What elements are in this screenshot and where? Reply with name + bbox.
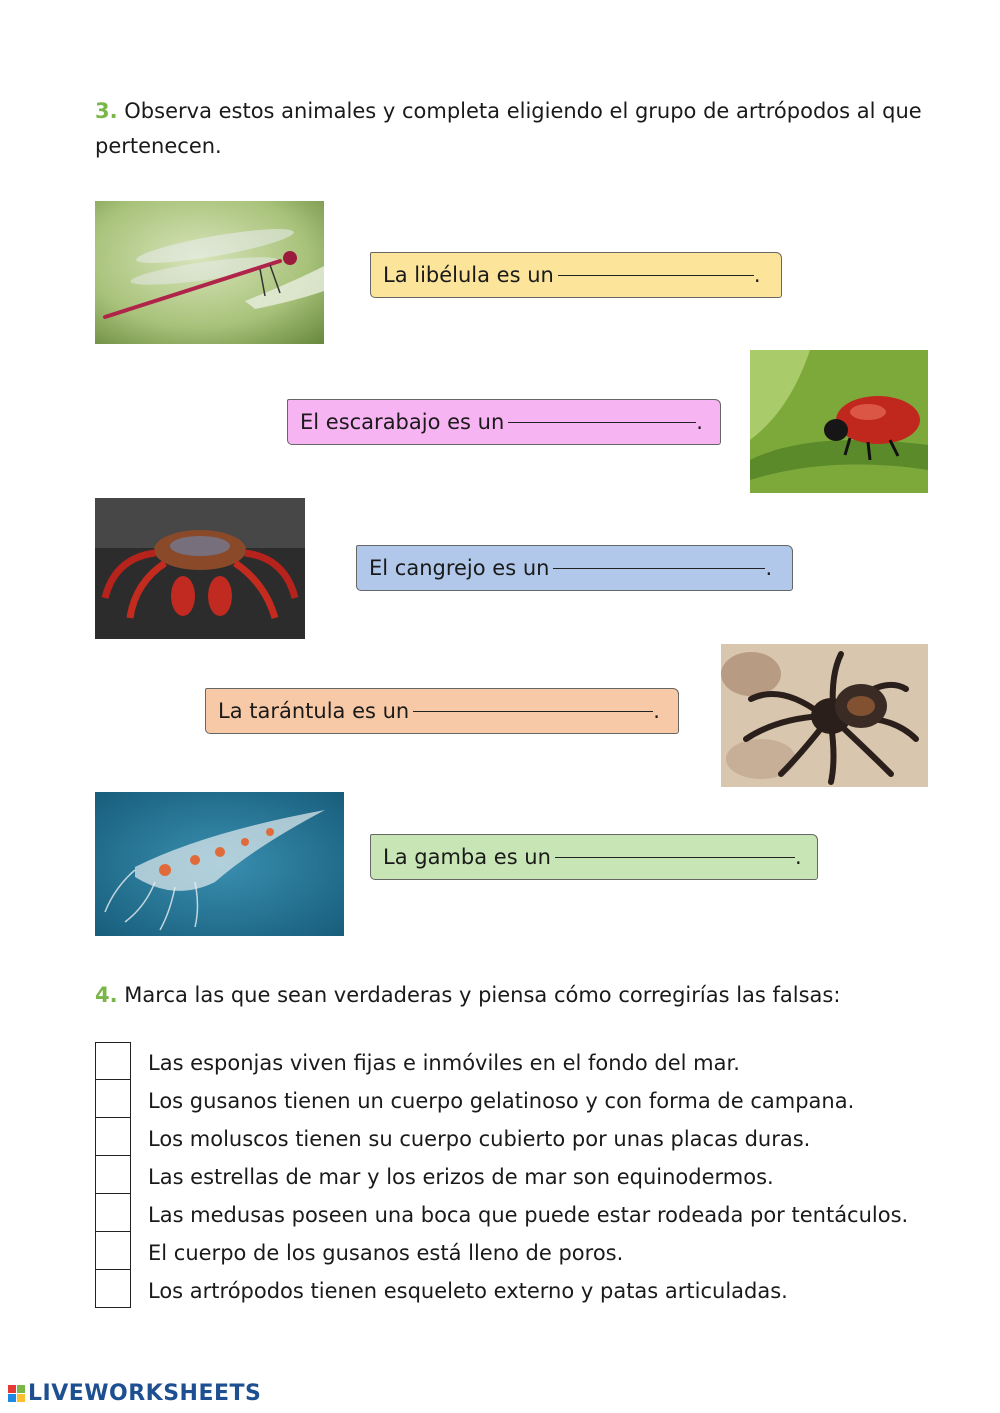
statement-text: Los moluscos tienen su cuerpo cubierto por unas placas duras. [148, 1127, 811, 1151]
checkbox-statement-7[interactable] [95, 1270, 131, 1308]
question-4-text: Marca las que sean verdaderas y piensa cómo corregirías las falsas: [124, 983, 841, 1007]
answer-blank-beetle[interactable] [508, 400, 696, 423]
statement-text: El cuerpo de los gusanos está lleno de poros. [148, 1241, 624, 1265]
answer-blank-shrimp[interactable] [555, 835, 795, 858]
answer-blank-tarantula[interactable] [413, 689, 653, 712]
checkbox-statement-2[interactable] [95, 1080, 131, 1118]
tarantula-photo [721, 644, 928, 787]
statement-text: Las medusas poseen una boca que puede estar rodeada por tentáculos. [148, 1203, 909, 1227]
logo-grid-icon [8, 1385, 25, 1402]
statement-text: Las esponjas viven fijas e inmóviles en el fondo del mar. [148, 1051, 740, 1075]
fill-box-beetle [287, 399, 721, 445]
checkbox-statement-5[interactable] [95, 1194, 131, 1232]
fill-text-shrimp: La gamba es un [383, 845, 551, 869]
fill-text-beetle: El escarabajo es un [300, 410, 505, 434]
statement-text: Las estrellas de mar y los erizos de mar son equinodermos. [148, 1165, 774, 1189]
answer-blank-crab[interactable] [553, 546, 765, 569]
checkbox-statement-6[interactable] [95, 1232, 131, 1270]
fill-box-crab [356, 545, 793, 591]
liveworksheets-logo[interactable] [8, 1381, 261, 1406]
fill-box-shrimp [370, 834, 818, 880]
fill-end-tarantula: . [653, 699, 660, 723]
fill-text-dragonfly: La libélula es un [383, 263, 554, 287]
question-3-heading [95, 94, 925, 164]
crab-photo [95, 498, 305, 639]
fill-end-crab: . [765, 556, 773, 580]
checkbox-statement-3[interactable] [95, 1118, 131, 1156]
question-3-text: Observa estos animales y completa eligiendo el grupo de artrópodos al que pertenecen. [95, 99, 922, 158]
shrimp-photo [95, 792, 344, 936]
fill-end-shrimp: . [794, 845, 802, 869]
answer-blank-dragonfly[interactable] [558, 253, 754, 276]
checkbox-statement-1[interactable] [95, 1042, 131, 1080]
beetle-photo [750, 350, 928, 493]
statement-text: Los artrópodos tienen esqueleto externo y patas articuladas. [148, 1279, 788, 1303]
fill-end-beetle: . [696, 410, 703, 434]
fill-box-dragonfly [370, 252, 782, 298]
brand-name: LIVEWORKSHEETS [28, 1381, 262, 1406]
fill-text-crab: El cangrejo es un [369, 556, 550, 580]
fill-end-dragonfly: . [753, 263, 761, 287]
statement-text: Los gusanos tienen un cuerpo gelatinoso y con forma de campana. [148, 1089, 855, 1113]
fill-text-tarantula: La tarántula es un [218, 699, 410, 723]
question-4-number: 4. [95, 983, 118, 1007]
dragonfly-photo [95, 201, 324, 344]
question-3-number: 3. [95, 99, 118, 123]
question-4-heading [95, 978, 925, 1013]
checkbox-statement-4[interactable] [95, 1156, 131, 1194]
fill-box-tarantula [205, 688, 679, 734]
